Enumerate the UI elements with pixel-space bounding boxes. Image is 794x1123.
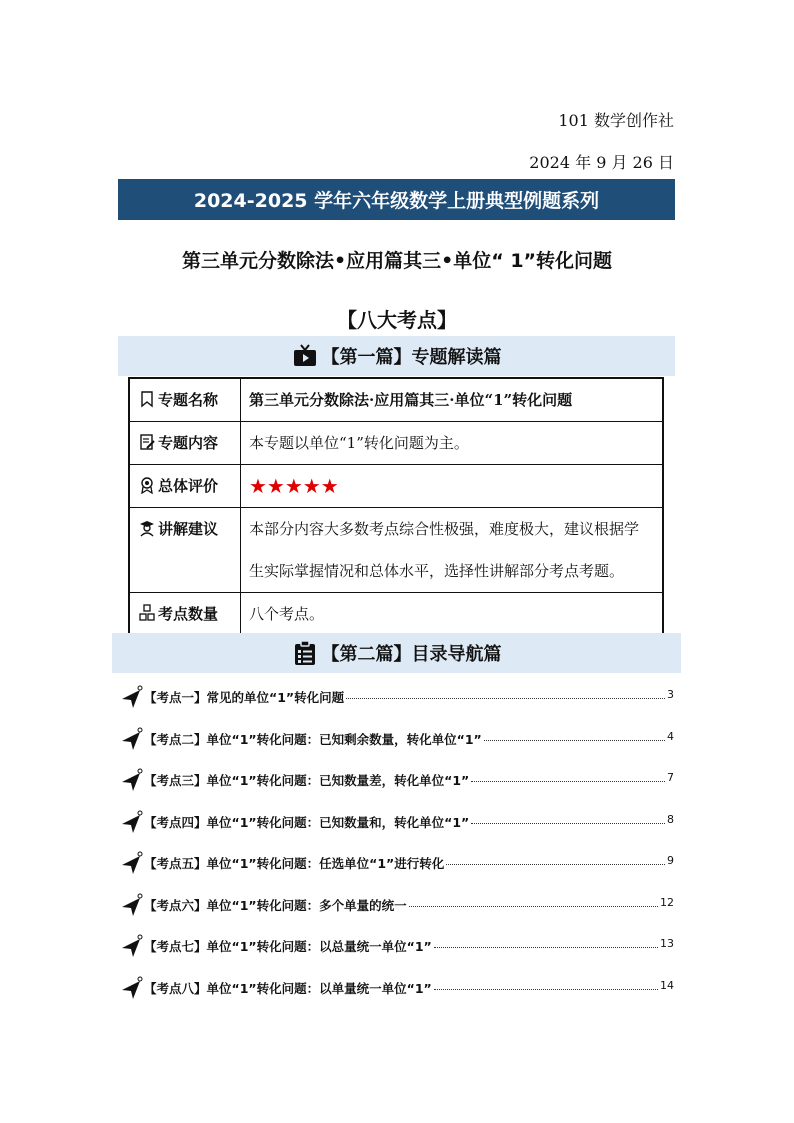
- tv-icon: [292, 343, 318, 369]
- toc-item-title: 【考点八】单位“1”转化问题：以单量统一单位“1”: [144, 980, 432, 996]
- toc-leader-dots: [471, 807, 665, 824]
- table-row: [129, 507, 663, 592]
- toc-page-number: 7: [667, 771, 674, 784]
- series-banner: 2024-2025 学年六年级数学上册典型例题系列: [118, 179, 675, 220]
- cursor-arrow-icon: [118, 685, 144, 711]
- row-label: 专题内容: [158, 434, 219, 452]
- toc-leader-dots: [434, 931, 658, 948]
- row-label: 考点数量: [158, 604, 219, 623]
- section-interpretation-title: 【第一篇】专题解读篇: [321, 347, 502, 368]
- toc-leader-dots: [446, 848, 665, 865]
- topic-info-table: [128, 377, 664, 636]
- row-value-line: 生实际掌握情况和总体水平，选择性讲解部分考点考题。: [249, 561, 625, 580]
- publisher-name: 101 数学创作社: [558, 111, 674, 130]
- table-row: [129, 464, 663, 507]
- row-value-line: 本部分内容大多数考点综合性极强，难度极大，建议根据学: [249, 519, 640, 538]
- toc-item-title: 【考点七】单位“1”转化问题：以总量统一单位“1”: [144, 939, 432, 954]
- toc-page-number: 13: [660, 937, 674, 950]
- toc-item[interactable]: [118, 682, 674, 724]
- rating-stars: ★★★★★: [241, 464, 664, 507]
- toc-item[interactable]: [118, 848, 674, 890]
- section-navigation-title: 【第二篇】目录导航篇: [321, 644, 502, 665]
- table-row: [129, 592, 663, 635]
- document-date: 2024 年 9 月 26 日: [529, 153, 674, 172]
- toc-page-number: 3: [667, 688, 674, 701]
- toc-item[interactable]: [118, 765, 674, 807]
- toc-page-number: 14: [660, 978, 674, 992]
- cursor-arrow-icon: [118, 976, 144, 1002]
- cursor-arrow-icon: [118, 810, 144, 836]
- cursor-arrow-icon: [118, 934, 144, 960]
- toc-item-title: 【考点三】单位“1”转化问题：已知数量差，转化单位“1”: [144, 773, 470, 788]
- blocks-icon: [138, 604, 156, 622]
- toc-leader-dots: [346, 682, 665, 699]
- toc-item-title: 【考点二】单位“1”转化问题：已知剩余数量，转化单位“1”: [144, 731, 482, 747]
- toc-page-number: 4: [667, 729, 674, 743]
- row-label: 总体评价: [158, 477, 219, 495]
- medal-icon: [138, 476, 156, 494]
- toc-item-title: 【考点五】单位“1”转化问题：任选单位“1”进行转化: [144, 856, 445, 871]
- clipboard-list-icon: [292, 640, 318, 666]
- toc-page-number: 9: [667, 854, 674, 867]
- cursor-arrow-icon: [118, 893, 144, 919]
- row-value: 本专题以单位“1”转化问题为主。: [241, 421, 664, 464]
- toc-item[interactable]: [118, 973, 674, 1015]
- table-row: [129, 421, 663, 464]
- toc-page-number: 8: [667, 812, 674, 826]
- row-value: 八个考点。: [241, 592, 664, 635]
- row-label: 专题名称: [158, 391, 219, 410]
- toc-item[interactable]: [118, 807, 674, 849]
- toc-leader-dots: [484, 724, 665, 741]
- document-subtitle: 第三单元分数除法•应用篇其三•单位“ 1”转化问题: [181, 250, 613, 272]
- toc-item[interactable]: [118, 724, 674, 766]
- section-navigation-bar: [112, 633, 681, 673]
- toc-item-title: 【考点六】单位“1”转化问题：多个单量的统一: [144, 897, 407, 913]
- toc-leader-dots: [471, 765, 665, 782]
- toc-item-title: 【考点四】单位“1”转化问题：已知数量和，转化单位“1”: [144, 814, 470, 830]
- toc-leader-dots: [434, 973, 658, 990]
- key-points-heading: 【八大考点】: [337, 308, 457, 332]
- cursor-arrow-icon: [118, 727, 144, 753]
- toc-item[interactable]: [118, 890, 674, 932]
- toc-item-title: 【考点一】常见的单位“1”转化问题: [144, 690, 345, 705]
- row-label: 讲解建议: [158, 519, 219, 538]
- cursor-arrow-icon: [118, 851, 144, 877]
- table-of-contents: [118, 682, 674, 1014]
- bookmark-icon: [138, 390, 156, 408]
- cursor-arrow-icon: [118, 768, 144, 794]
- row-value: [241, 507, 664, 592]
- row-value: 第三单元分数除法·应用篇其三·单位“1”转化问题: [241, 378, 664, 421]
- section-interpretation-bar: [118, 336, 675, 376]
- teacher-icon: [138, 519, 156, 537]
- toc-item[interactable]: [118, 931, 674, 973]
- document-edit-icon: [138, 433, 156, 451]
- table-row: [129, 378, 663, 421]
- toc-leader-dots: [409, 890, 658, 907]
- toc-page-number: 12: [660, 895, 674, 909]
